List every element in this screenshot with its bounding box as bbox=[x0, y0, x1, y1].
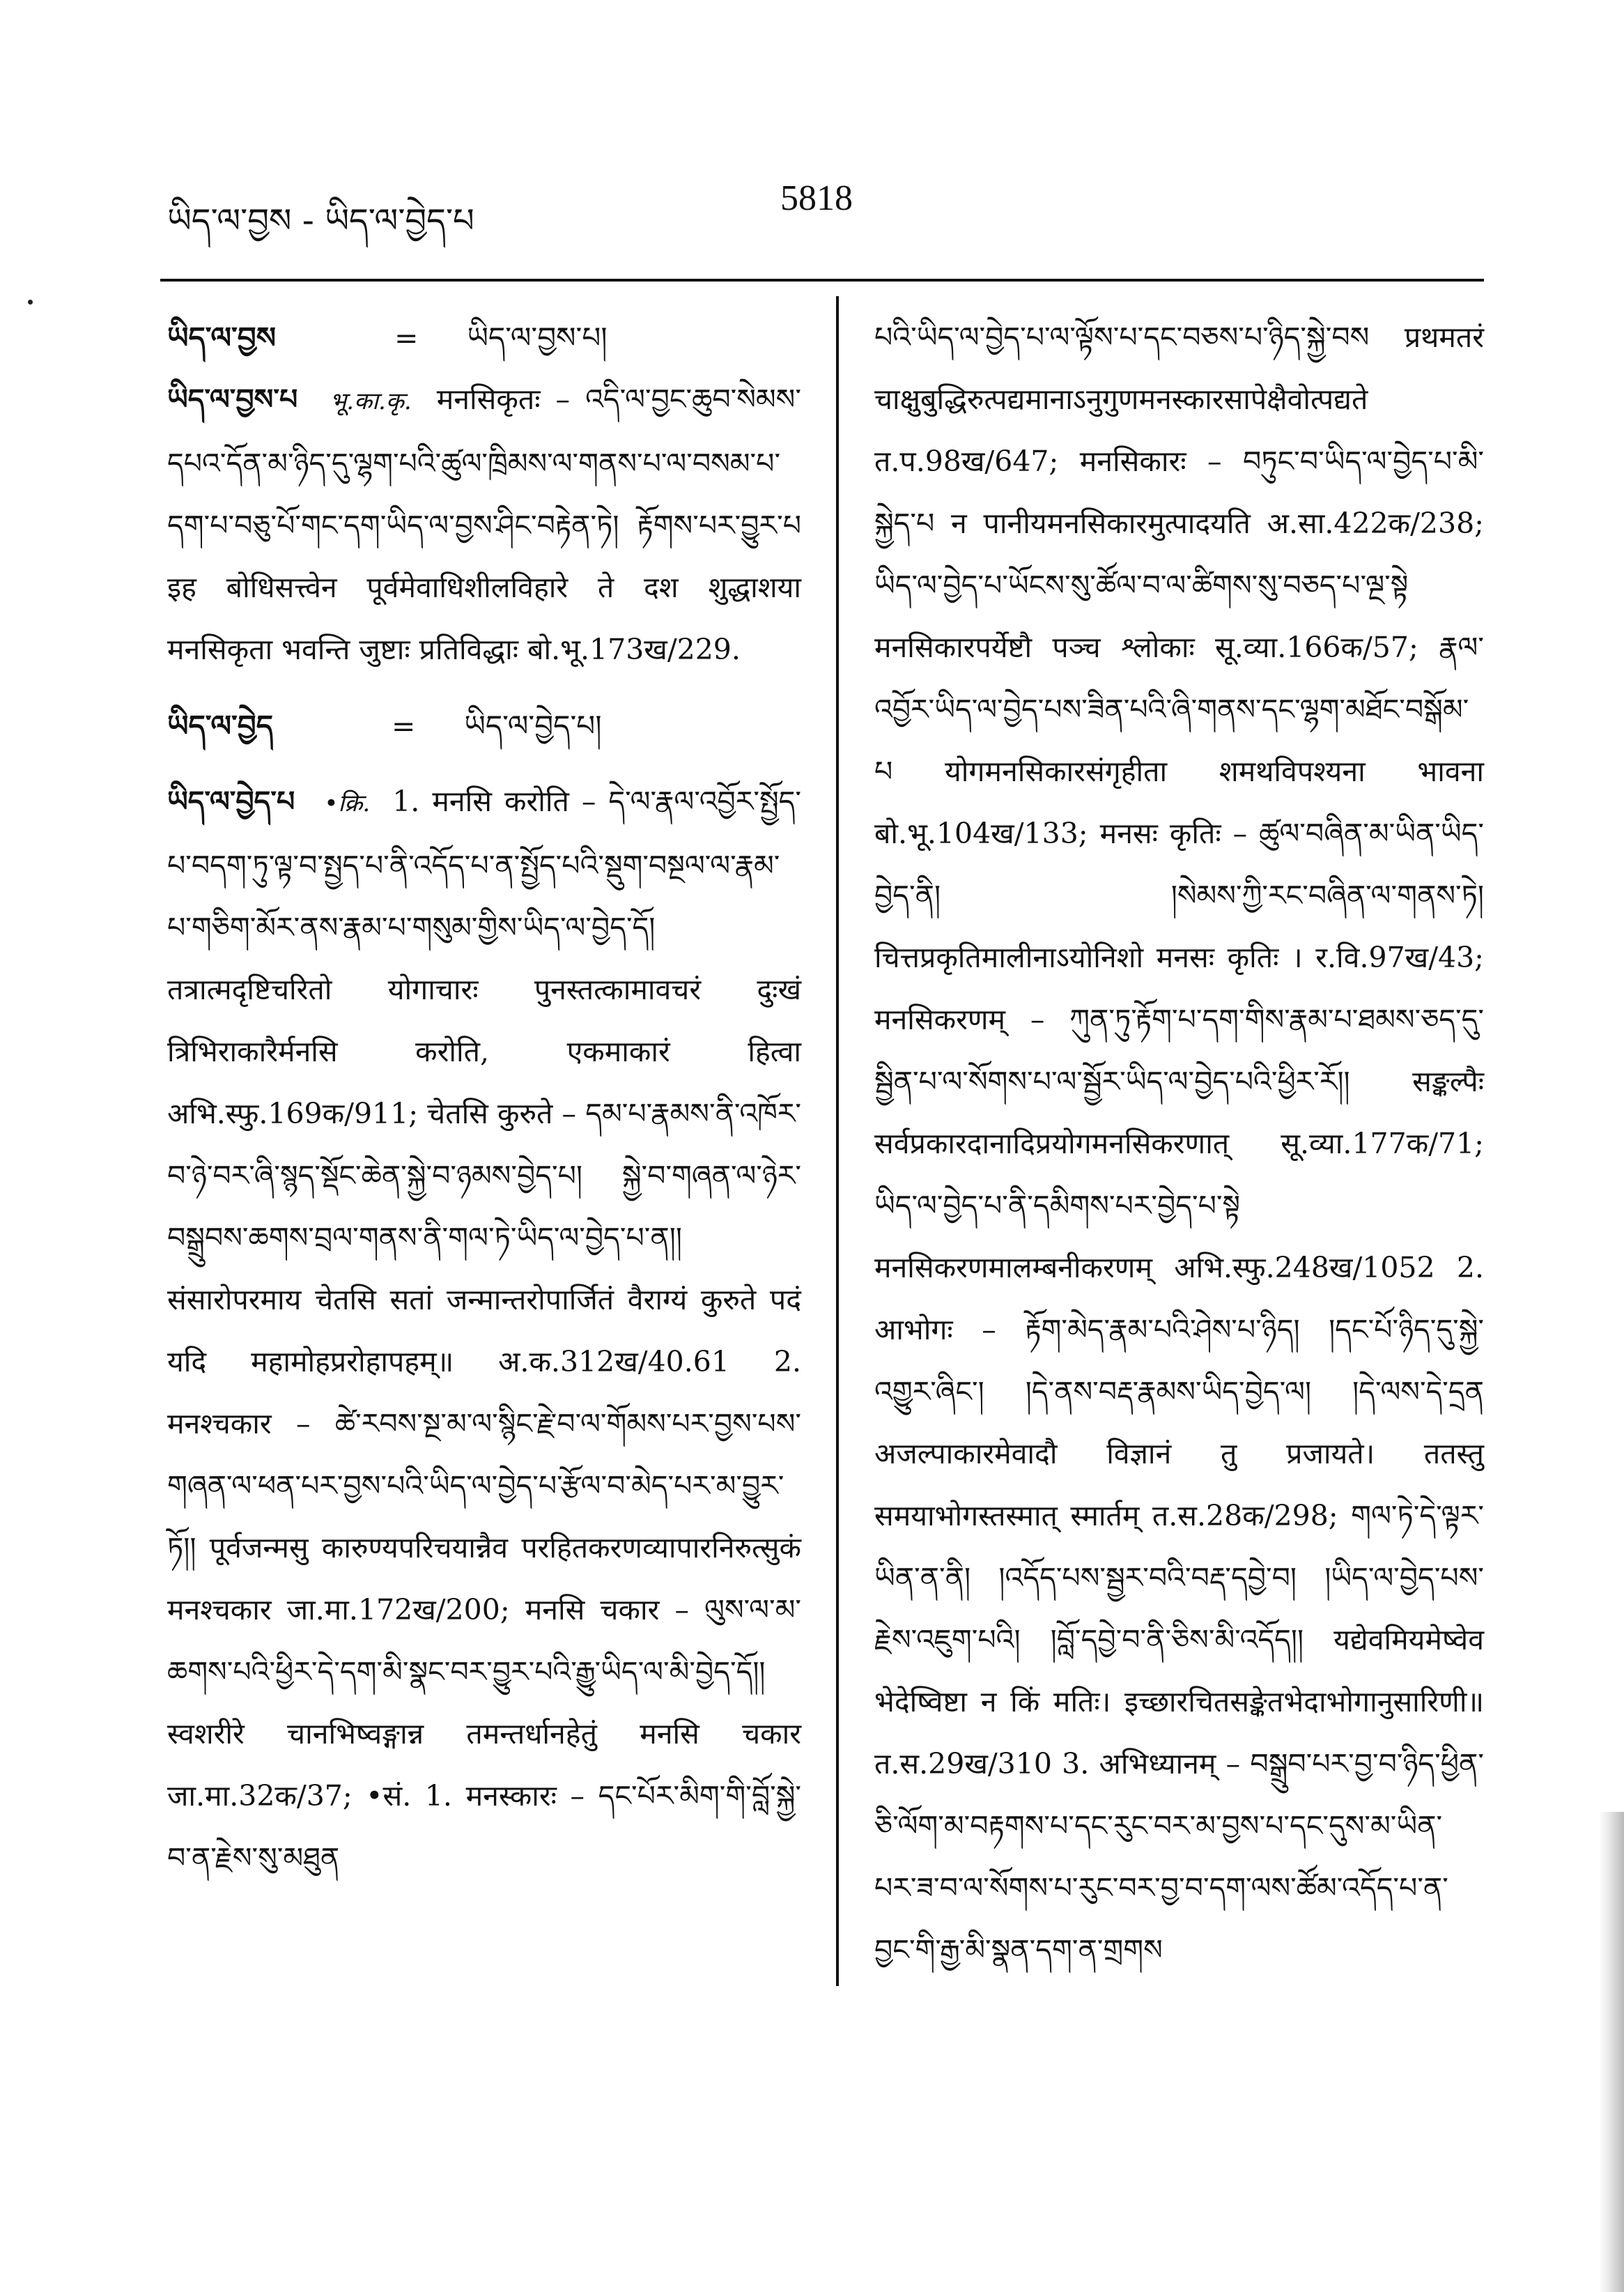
grammar-label: भू.का.कृ. bbox=[330, 387, 412, 415]
crossref-row bbox=[167, 695, 801, 757]
definition-text: मनसिकृतः – འདི་ལ་བྱང་ཆུབ་སེམས་དཔའ་དོན་མ་ཉིད་དུ་ལྷག་པའི་ཚུལ་ཁྲིམས་ལ་གནས་པ་ལ་བསམ་པ་དག་པ་བཅུ་པོ་གང་དག་ཡིད་ལ་བྱས་ཤིང་བརྟེན་ཏེ། རྟོགས་པར་བྱུར་པ इह बोधिसत्त्वेन पूर्वमेवाधिशीलविहारे ते दश शुद्धाशया मनसिकृता भवन्ति जुष्टाः प्रतिविद्धाः बो.भू.173ख/229. bbox=[167, 383, 801, 666]
dictionary-entry bbox=[167, 369, 801, 681]
scan-edge-shadow bbox=[1599, 1812, 1624, 2292]
entry-body bbox=[167, 369, 801, 681]
headword: ཡིད་ལ་བྱེད་པ bbox=[167, 785, 295, 818]
entry-body bbox=[167, 771, 801, 1889]
definition-text: 1. मनसि करोति – དེ་ལ་རྣལ་འབྱོར་སྤྱོད་པ་བདག་ཏུ་ལྟ་བ་སྤྱད་པ་ནི་འདོད་པ་ན་སྤྱོད་པའི་སྡུག་བསྔལ་ལ་རྣམ་པ་གཅིག་མོར་ནས་རྣམ་པ་གསུམ་གྱིས་ཡིད་ལ་བྱེད་དོ། तत्रात्मदृष्टिचरितो योगाचारः पुनस्तत्कामावचरं दुःखं त्रिभिराकारैर्मनसि करोति, एकमाकारं हित्वा अभि.स्फु.169क/911; चेतसि कुरुते – དམ་པ་རྣམས་ནི་འཁོར་བ་ཉེ་བར་ཞི་སྙད་སྡོང་ཆེན་སྐྱེ་བ་ཉམས་བྱེད་པ། སྐྱེ་བ་གཞན་ལ་ཉེར་བསྒྲུབས་ཆགས་བྲལ་གནས་ནི་གལ་ཏེ་ཡིད་ལ་བྱེད་པ་ན།། संसारोपरमाय चेतसि सतां जन्मान्तरोपार्जितं वैराग्यं कुरुते पदं यदि महामोहप्ररोहापहम्॥ अ.क.312ख/40.61 2. मनश्चकार – ཚེ་རབས་སྔ་མ་ལ་སྙིང་རྗེ་བ་ལ་གོམས་པར་བྱས་པས་གཞན་ལ་ཕན་པར་བྱས་པའི་ཡིད་ལ་བྱེད་པ་རྩོལ་བ་མེད་པར་མ་བྱུར་ཏོ།། पूर्वजन्मसु कारुण्यपरिचयान्नैव परहितकरणव्यापारनिरुत्सुकं मनश्चकार जा.मा.172ख/200; मनसि चकार – ལུས་ལ་མ་ཆགས་པའི་ཕྱིར་དེ་དག་མི་སྣང་བར་བྱུར་པའི་རྒྱུ་ཡིད་ལ་མི་བྱེད་དོ།། स्वशरीरे चानभिष्वङ्गान्न तमन्तर्धानहेतुं मनसि चकार जा.मा.32क/37; •सं. 1. मनस्कारः – དང་པོར་མིག་གི་བློ་སྐྱེ་བ་ན་རྗེས་སུ་མཐུན bbox=[167, 785, 801, 1875]
header-rule bbox=[160, 279, 1484, 282]
equals-sign: = bbox=[394, 321, 419, 355]
headword: ཡིད་ལ་བྱས bbox=[167, 321, 277, 355]
dictionary-entry bbox=[167, 771, 801, 1889]
equals-sign: = bbox=[392, 709, 416, 743]
grammar-label: •क्रि. bbox=[324, 790, 371, 817]
headword: ཡིད་ལ་བྱེད bbox=[167, 709, 274, 743]
crossref: ཡིད་ལ་བྱས་པ། bbox=[467, 321, 608, 355]
margin-dot bbox=[28, 300, 33, 305]
column-divider bbox=[836, 296, 839, 1986]
page-number: 5818 bbox=[780, 178, 853, 218]
entry-continuation: པའི་ཡིད་ལ་བྱེད་པ་ལ་ལྟོས་པ་དང་བཅས་པ་ཉིད་སྐྱེ་བས प्रथमतरं चाक्षुबुद्धिरुत्पद्यमानाऽनुगुणमनस्कारसापेक्षैवोत्पद्यते त.प.98ख/647; मनसिकारः – བཏུང་བ་ཡིད་ལ་བྱེད་པ་མི་སྐྱེད་པ न पानीयमनसिकारमुत्पादयति अ.सा.422क/238; ཡིད་ལ་བྱེད་པ་ཡོངས་སུ་ཚོལ་བ་ལ་ཚིགས་སུ་བཅད་པ་ལྔ་སྟེ मनसिकारपर्येष्टौ पञ्च श्लोकाः सू.व्या.166क/57; རྣལ་འབྱོར་ཡིད་ལ་བྱེད་པས་ཟིན་པའི་ཞི་གནས་དང་ལྷག་མཐོང་བསྒོམ་པ योगमनसिकारसंगृहीता शमथविपश्यना भावना बो.भू.104ख/133; मनसः कृतिः – ཚུལ་བཞིན་མ་ཡིན་ཡིད་བྱེད་ནི། །སེམས་ཀྱི་རང་བཞིན་ལ་གནས་ཏེ། चित्तप्रकृतिमालीनाऽयोनिशो मनसः कृतिः । र.वि.97ख/43; मनसिकरणम् – ཀུན་ཏུ་རྟོག་པ་དག་གིས་རྣམ་པ་ཐམས་ཅད་དུ་སྦྱིན་པ་ལ་སོགས་པ་ལ་སྦྱོར་ཡིད་ལ་བྱེད་པའི་ཕྱིར་རོ།། सङ्कल्पैः सर्वप्रकारदानादिप्रयोगमनसिकरणात् सू.व्या.177क/71; ཡིད་ལ་བྱེད་པ་ནི་དམིགས་པར་བྱེད་པ་སྟེ मनसिकरणमालम्बनीकरणम् अभि.स्फु.248ख/1052 2. आभोगः – རྟོག་མེད་རྣམ་པའི་ཤེས་པ་ཉིད། །དང་པོ་ཉིད་དུ་སྐྱེ་འགྱུར་ཞིང་། །དེ་ནས་བརྡ་རྣམས་ཡིད་བྱེད་ལ། །དེ་ལས་དེ་དྲན अजल्पाकारमेवादौ विज्ञानं तु प्रजायते। ततस्तु समयाभोगस्तस्मात् स्मार्तम् त.स.28क/298; གལ་ཏེ་དེ་ལྟར་ཡིན་ན་ནི། །འདོད་པས་སྦྱར་བའི་བརྡ་དབྱེ་བ། །ཡིད་ལ་བྱེད་པས་རྗེས་འཇུག་པའི། །བློ་དབྱེ་བ་ནི་ཅིས་མི་འདོད།། यद्येवमियमेष्वेव भेदेष्विष्टा न किं मतिः। इच्छारचितसङ्केतभेदाभोगानुसारिणी॥ त.स.29ख/310 3. अभिध्यानम् – བསྒྲུབ་པར་བྱ་བ་ཉིད་ཕྱིན་ཅི་ལོག་མ་བརྟགས་པ་དང་རུང་བར་མ་བྱས་པ་དང་དུས་མ་ཡིན་པར་ཟ་བ་ལ་སོགས་པ་རུང་བར་བྱ་བ་དག་ལས་ཚོམ་འདོད་པ་ན་བྱང་གི་རྒྱ་མི་སྣན་དག་ན་གྲགས bbox=[874, 321, 1484, 1967]
crossref: ཡིད་ལ་བྱེད་པ། bbox=[464, 709, 602, 743]
headword: ཡིད་ལ་བྱས་པ bbox=[167, 383, 298, 416]
left-column bbox=[167, 307, 801, 1889]
page-header bbox=[167, 178, 1491, 240]
dictionary-entry bbox=[167, 695, 801, 757]
running-header: ཡིད་ལ་བྱས - ཡིད་ལ་བྱེད་པ bbox=[167, 201, 474, 240]
right-column bbox=[874, 307, 1484, 1981]
dictionary-entry bbox=[167, 307, 801, 369]
crossref-row bbox=[167, 307, 801, 369]
